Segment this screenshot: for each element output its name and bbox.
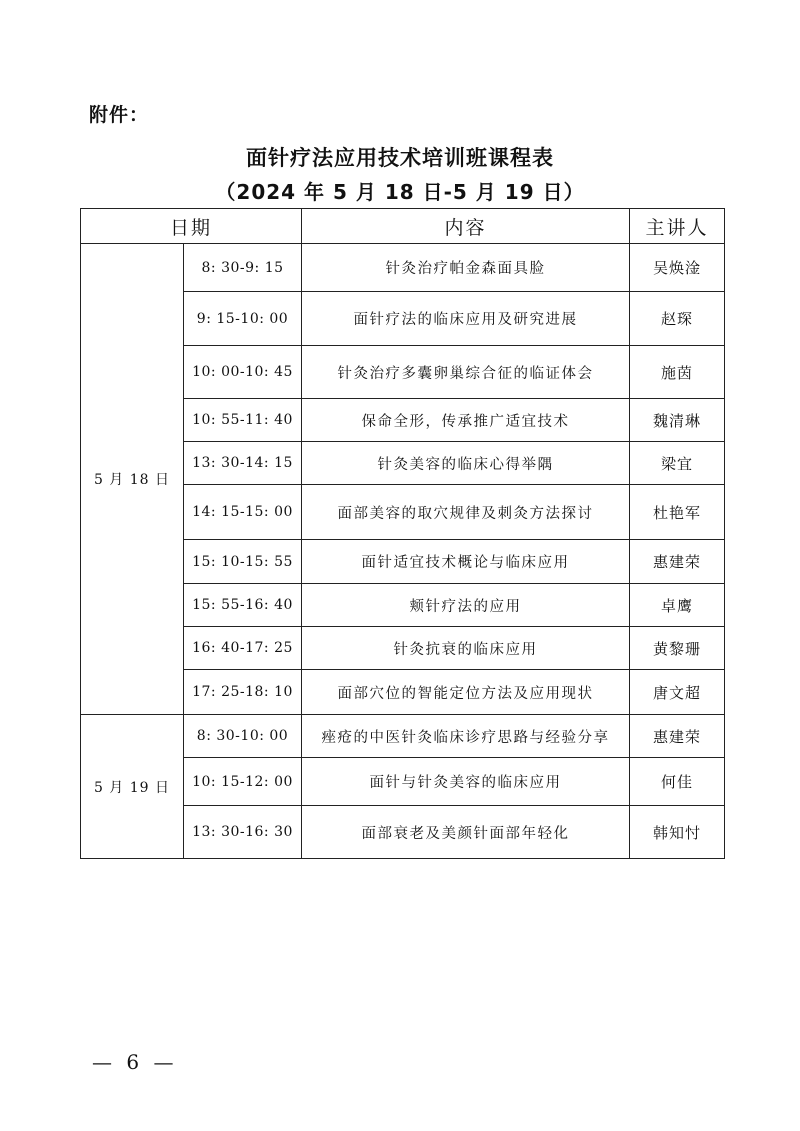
date-cell-day1: 5 月 18 日 bbox=[81, 244, 184, 715]
date-cell-day2: 5 月 19 日 bbox=[81, 715, 184, 859]
session-speaker: 吴焕淦 bbox=[630, 244, 725, 292]
session-content: 面部衰老及美颜针面部年轻化 bbox=[302, 806, 630, 859]
document-title: 面针疗法应用技术培训班课程表 bbox=[246, 146, 554, 170]
session-time: 16: 40-17: 25 bbox=[184, 627, 302, 670]
session-speaker: 唐文超 bbox=[630, 670, 725, 715]
session-time: 8: 30-10: 00 bbox=[184, 715, 302, 758]
session-time: 15: 10-15: 55 bbox=[184, 540, 302, 584]
session-speaker: 韩知忖 bbox=[630, 806, 725, 859]
table-row bbox=[81, 244, 725, 292]
session-time: 9: 15-10: 00 bbox=[184, 292, 302, 346]
session-speaker: 何佳 bbox=[630, 758, 725, 806]
session-time: 10: 15-12: 00 bbox=[184, 758, 302, 806]
session-content: 保命全形，传承推广适宜技术 bbox=[302, 399, 630, 442]
header-date: 日期 bbox=[81, 209, 302, 244]
session-content: 针灸抗衰的临床应用 bbox=[302, 627, 630, 670]
session-time: 10: 00-10: 45 bbox=[184, 346, 302, 399]
session-time: 17: 25-18: 10 bbox=[184, 670, 302, 715]
session-content: 面针疗法的临床应用及研究进展 bbox=[302, 292, 630, 346]
session-speaker: 杜艳军 bbox=[630, 485, 725, 540]
attachment-label: 附件： bbox=[89, 104, 150, 126]
session-content: 颊针疗法的应用 bbox=[302, 584, 630, 627]
session-time: 13: 30-16: 30 bbox=[184, 806, 302, 859]
session-speaker: 施茵 bbox=[630, 346, 725, 399]
session-content: 针灸美容的临床心得举隅 bbox=[302, 442, 630, 485]
header-speaker: 主讲人 bbox=[630, 209, 725, 244]
session-content: 面部穴位的智能定位方法及应用现状 bbox=[302, 670, 630, 715]
session-time: 10: 55-11: 40 bbox=[184, 399, 302, 442]
session-time: 15: 55-16: 40 bbox=[184, 584, 302, 627]
session-speaker: 魏清琳 bbox=[630, 399, 725, 442]
session-content: 面针适宜技术概论与临床应用 bbox=[302, 540, 630, 584]
session-time: 13: 30-14: 15 bbox=[184, 442, 302, 485]
page-number: — 6 — bbox=[92, 1050, 178, 1074]
session-content: 痤疮的中医针灸临床诊疗思路与经验分享 bbox=[302, 715, 630, 758]
course-schedule-table bbox=[80, 208, 725, 859]
table-row bbox=[81, 715, 725, 758]
session-content: 面针与针灸美容的临床应用 bbox=[302, 758, 630, 806]
session-speaker: 卓鹰 bbox=[630, 584, 725, 627]
document-subtitle: （2024 年 5 月 18 日-5 月 19 日） bbox=[215, 180, 585, 204]
table-header-row bbox=[81, 209, 725, 244]
session-speaker: 黄黎珊 bbox=[630, 627, 725, 670]
session-content: 面部美容的取穴规律及刺灸方法探讨 bbox=[302, 485, 630, 540]
header-content: 内容 bbox=[302, 209, 630, 244]
session-speaker: 惠建荣 bbox=[630, 715, 725, 758]
session-content: 针灸治疗帕金森面具脸 bbox=[302, 244, 630, 292]
session-speaker: 赵琛 bbox=[630, 292, 725, 346]
session-time: 14: 15-15: 00 bbox=[184, 485, 302, 540]
session-speaker: 惠建荣 bbox=[630, 540, 725, 584]
session-time: 8: 30-9: 15 bbox=[184, 244, 302, 292]
session-content: 针灸治疗多囊卵巢综合征的临证体会 bbox=[302, 346, 630, 399]
session-speaker: 梁宜 bbox=[630, 442, 725, 485]
